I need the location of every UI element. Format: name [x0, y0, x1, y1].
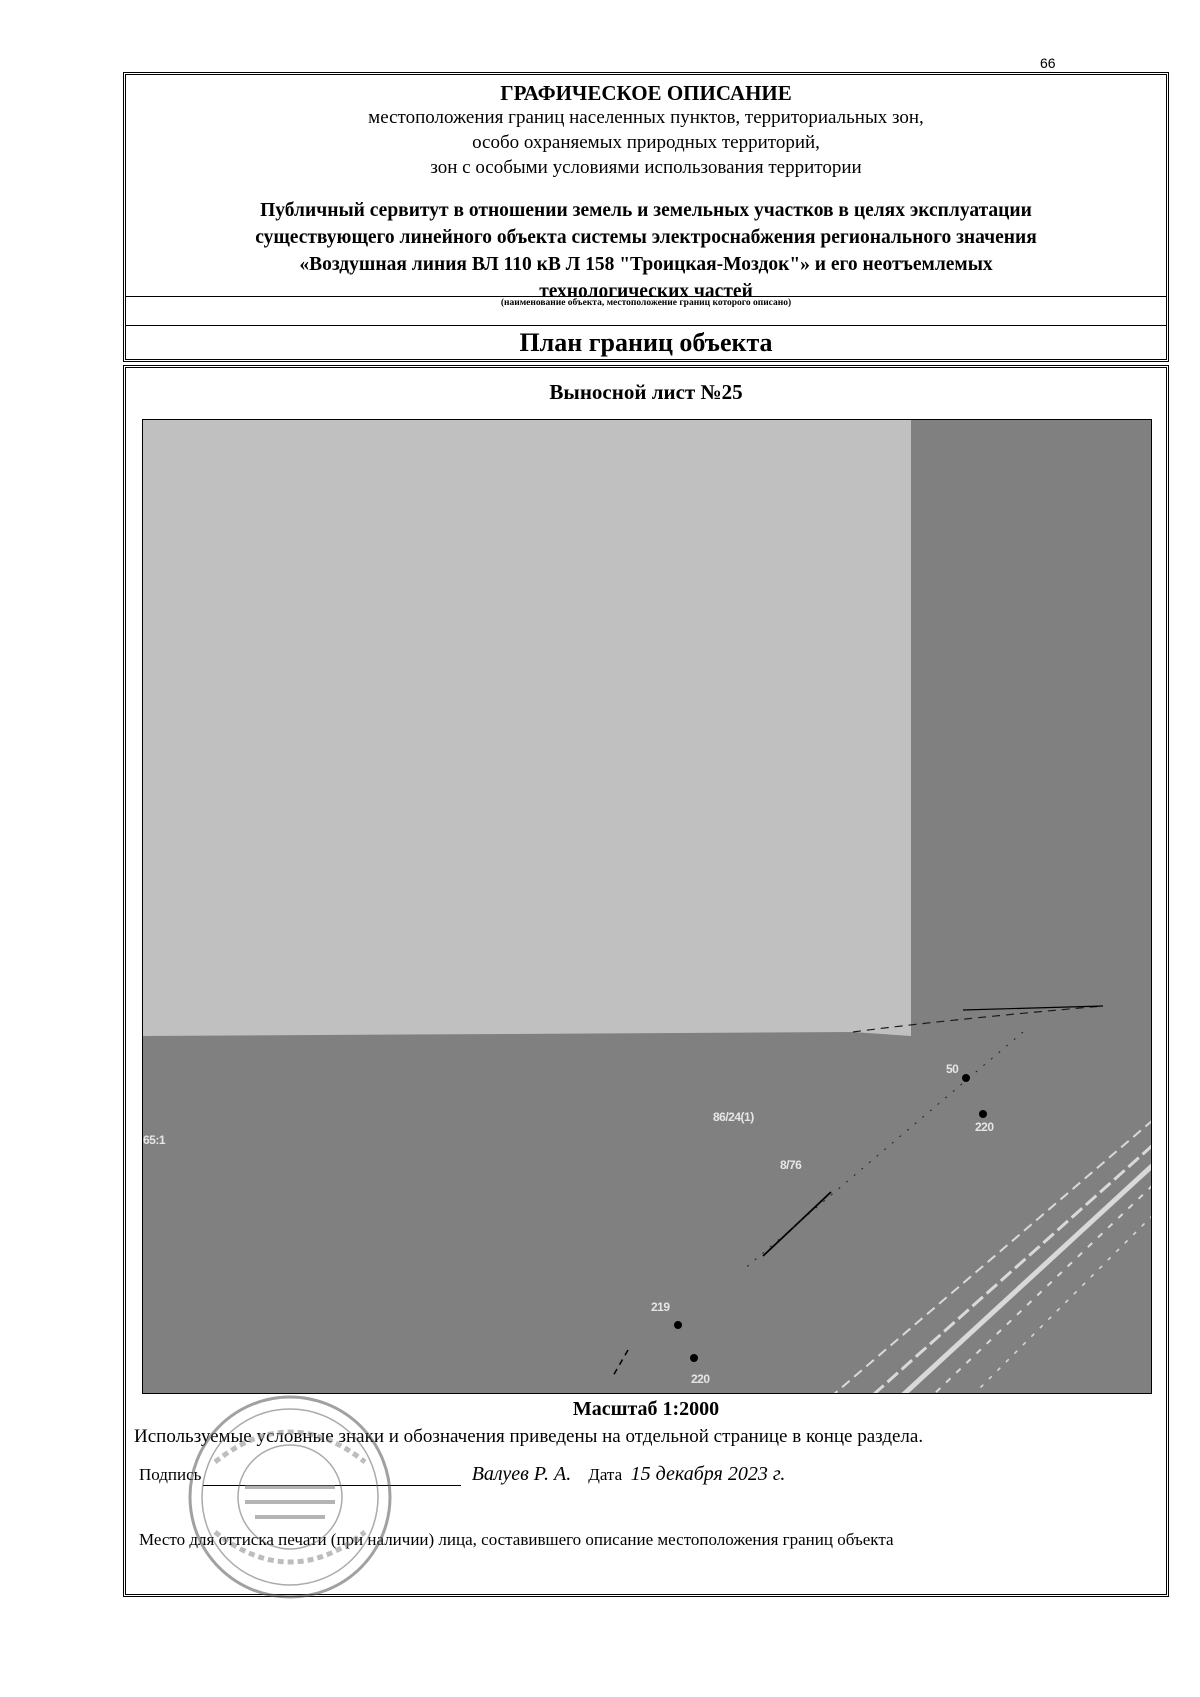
boundary-point: [674, 1321, 682, 1329]
object-line: Публичный сервитут в отношении земель и земельных участков в целях эксплуатации: [260, 200, 1032, 221]
road-line: [933, 1185, 1152, 1394]
plan-title: План границ объекта: [519, 328, 773, 357]
light-parcel: [143, 420, 911, 1036]
servitude-line: [613, 1350, 628, 1376]
signature-label: Подпись: [139, 1465, 202, 1484]
point-label: 220: [975, 1120, 994, 1134]
divider: [126, 296, 1166, 297]
parcel-label: 8/76: [780, 1158, 802, 1172]
date-value: 15 декабря 2023 г.: [630, 1463, 786, 1485]
point-label: 220: [691, 1372, 710, 1386]
point-label: 50: [946, 1062, 959, 1076]
map-plan: [142, 419, 1152, 1394]
subtitle-line: зон с особыми условиями использования территории: [430, 157, 862, 178]
header-box: [123, 72, 1169, 362]
signer-name: Валуев Р. А.: [471, 1463, 572, 1485]
object-note: (наименование объекта, местоположение границ которого описано): [500, 298, 792, 308]
object-name: [166, 197, 1126, 305]
divider: [126, 325, 1166, 326]
subtitle-line: особо охраняемых природных территорий,: [472, 132, 820, 153]
stamp-place-text: Место для оттиска печати (при наличии) лица, составившего описание местоположения границ объекта: [139, 1530, 894, 1549]
scale-label: Масштаб 1:2000: [572, 1398, 720, 1420]
page-number: 66: [1040, 55, 1056, 71]
parcel-label: 65:1: [143, 1133, 166, 1147]
boundary-point: [979, 1110, 987, 1118]
road-line: [903, 1165, 1152, 1394]
boundary-point: [962, 1074, 970, 1082]
point-label: 219: [651, 1300, 670, 1314]
servitude-line: [763, 1192, 831, 1256]
object-line: технологических частей: [539, 281, 753, 302]
road-line: [833, 1120, 1152, 1394]
map-graphics: [143, 420, 1152, 1394]
subtitle-line: местоположения границ населенных пунктов, территориальных зон,: [368, 107, 924, 128]
sheet-title: Выносной лист №25: [549, 380, 743, 404]
date-label: Дата: [588, 1465, 623, 1484]
object-line: «Воздушная линия ВЛ 110 кВ Л 158 "Троицкая-Моздок"» и его неотъемлемых: [299, 254, 993, 275]
road-line: [873, 1145, 1152, 1394]
parcel-label: 86/24(1): [713, 1110, 754, 1124]
stamp-seal-icon: [185, 1392, 395, 1602]
boundary-point: [690, 1354, 698, 1362]
legend-note: Используемые условные знаки и обозначения приведены на отдельной странице в конце раздела.: [134, 1426, 924, 1447]
document-title: ГРАФИЧЕСКОЕ ОПИСАНИЕ: [500, 81, 792, 105]
object-line: существующего линейного объекта системы электроснабжения регионального значения: [255, 227, 1037, 248]
